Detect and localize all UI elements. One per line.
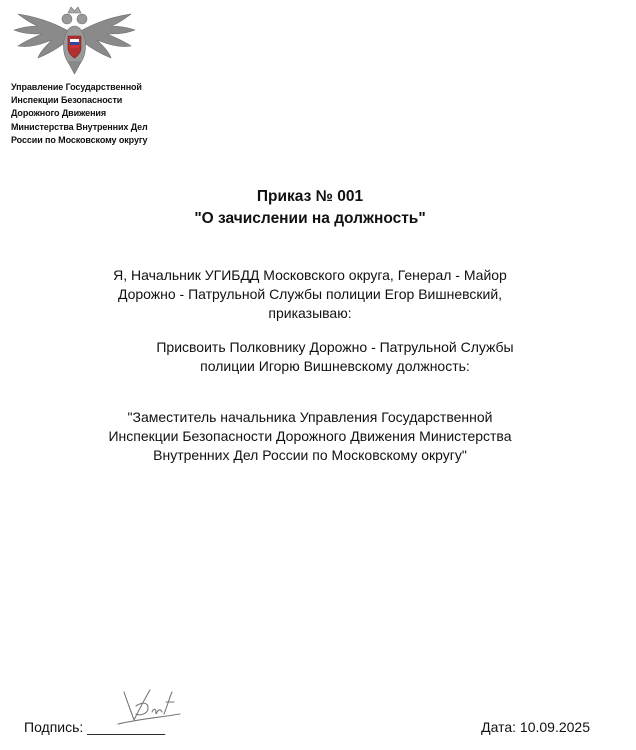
org-line: Министерства Внутренних Дел <box>11 121 148 132</box>
order-assignment: Присвоить Полковнику Дорожно - Патрульной Службы полиции Игорю Вишневскому должность: <box>156 339 514 374</box>
order-number: Приказ № 001 <box>256 188 364 205</box>
org-line: Дорожного Движения <box>11 108 107 119</box>
order-date: Дата: 10.09.2025 <box>481 719 590 735</box>
order-title <box>0 186 620 230</box>
order-subject: "О зачислении на должность" <box>194 210 426 227</box>
org-line: России по Московскому округу <box>11 134 148 145</box>
mvd-eagle-emblem-icon <box>12 4 137 76</box>
position-title: "Заместитель начальника Управления Государственной Инспекции Безопасности Дорожного Движения Министерства Внутренних Дел России по Московскому округу" <box>108 409 512 463</box>
order-preamble: Я, Начальник УГИБДД Московского округа, Генерал - Майор Дорожно - Патрульной Службы полиции Егор Вишневский, приказываю: <box>113 267 507 321</box>
org-line: Управление Государственной <box>11 82 142 92</box>
org-line: Инспекции Безопасности <box>11 95 123 106</box>
signature-line: Подпись: __________ <box>24 719 166 735</box>
issuing-organization <box>11 81 181 147</box>
